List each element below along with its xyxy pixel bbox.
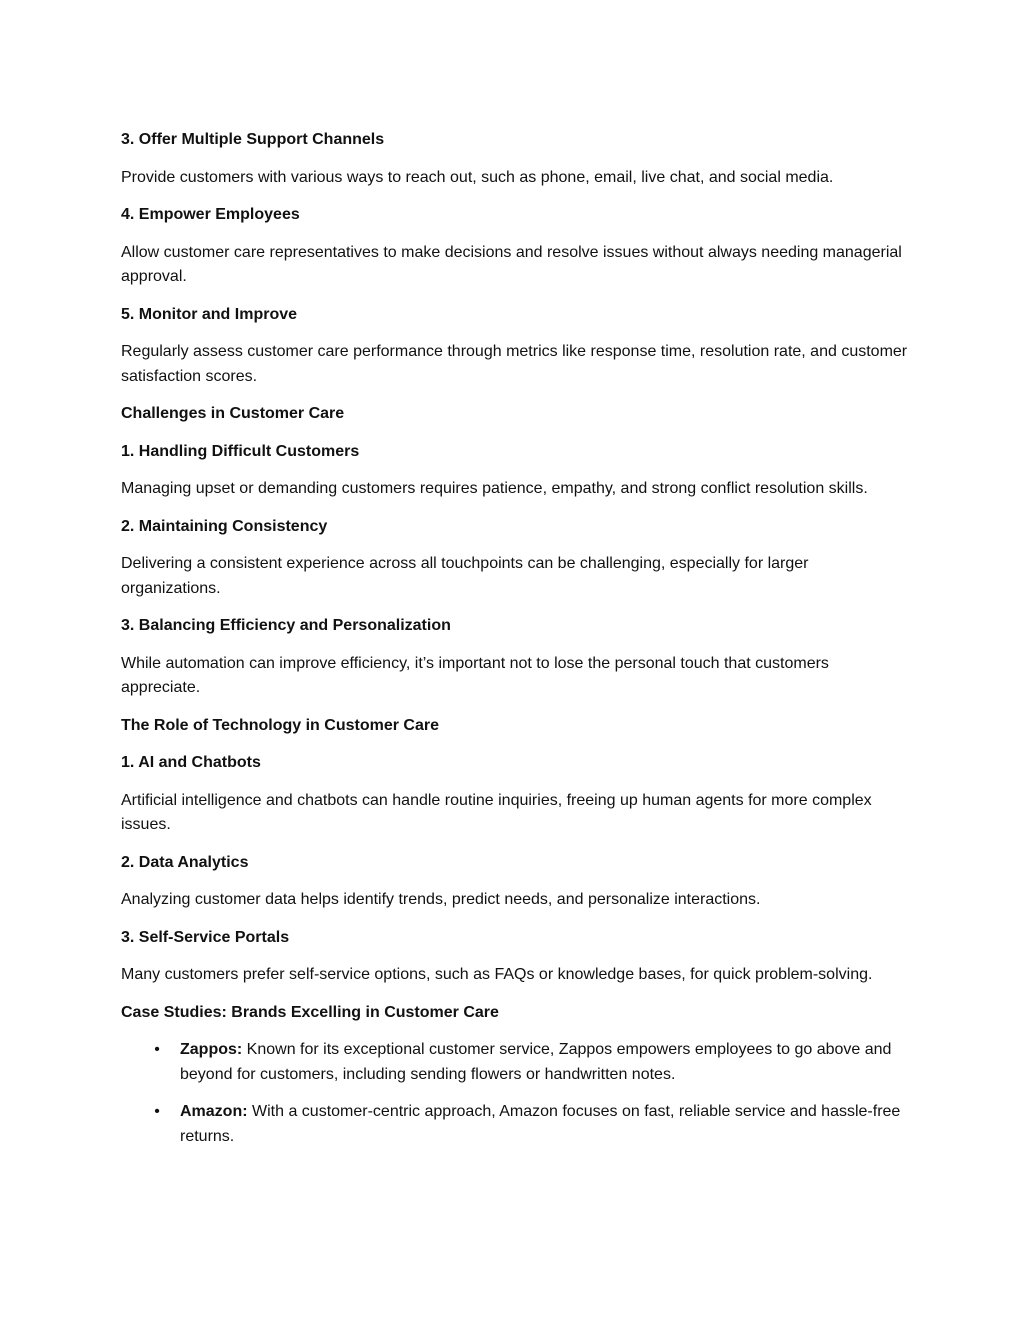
block-heading-consistency: 2. Maintaining Consistency bbox=[121, 517, 328, 535]
block-heading-ai-chatbots: 1. AI and Chatbots bbox=[121, 754, 261, 771]
block-paragraph-efficiency-personalization: While automation can improve efficiency, it’s important not to lose the personal touch that customers appreciate. bbox=[121, 654, 829, 696]
block-paragraph-empower-employees: Allow customer care representatives to make decisions and resolve issues without always needing managerial approval. bbox=[121, 243, 902, 285]
section-heading-technology: The Role of Technology in Customer Care bbox=[121, 716, 439, 734]
block-heading-self-service: 3. Self-Service Portals bbox=[121, 928, 290, 946]
bullet-text: Known for its exceptional customer service, Zappos empowers employees to go above and beyond for customers, including sending flowers or handwritten notes. bbox=[180, 1041, 892, 1083]
section-heading-challenges: Challenges in Customer Care bbox=[121, 405, 345, 422]
block-paragraph-monitor-improve: Regularly assess customer care performance through metrics like response time, resolution rate, and customer satisfaction scores. bbox=[121, 343, 908, 385]
block-heading-offer-channels: 3. Offer Multiple Support Channels bbox=[121, 131, 385, 148]
block-paragraph-self-service: Many customers prefer self-service options, such as FAQs or knowledge bases, for quick problem-solving. bbox=[121, 966, 873, 983]
block-heading-empower-employees: 4. Empower Employees bbox=[121, 206, 300, 223]
bullet-icon: • bbox=[154, 1041, 160, 1058]
block-paragraph-data-analytics: Analyzing customer data helps identify trends, predict needs, and personalize interactions. bbox=[121, 891, 761, 908]
bullet-term: Amazon: bbox=[180, 1103, 248, 1120]
block-heading-data-analytics: 2. Data Analytics bbox=[121, 853, 249, 871]
block-heading-difficult-customers: 1. Handling Difficult Customers bbox=[121, 442, 360, 460]
section-heading-case-studies: Case Studies: Brands Excelling in Customer Care bbox=[121, 1003, 499, 1021]
bullet-text: With a customer-centric approach, Amazon focuses on fast, reliable service and hassle-free returns. bbox=[180, 1103, 901, 1145]
block-heading-monitor-improve: 5. Monitor and Improve bbox=[121, 305, 298, 323]
bullet-icon: • bbox=[154, 1103, 160, 1120]
bullet-term: Zappos: bbox=[180, 1041, 243, 1058]
document-page bbox=[121, 128, 911, 1162]
list-item bbox=[121, 1038, 911, 1087]
block-paragraph-ai-chatbots: Artificial intelligence and chatbots can handle routine inquiries, freeing up human agents for more complex issues. bbox=[121, 791, 872, 833]
block-paragraph-consistency: Delivering a consistent experience across all touchpoints can be challenging, especially for larger organizations. bbox=[121, 555, 809, 597]
case-studies-list bbox=[121, 1038, 911, 1149]
list-item bbox=[121, 1100, 911, 1149]
block-paragraph-offer-channels: Provide customers with various ways to reach out, such as phone, email, live chat, and social media. bbox=[121, 168, 834, 186]
block-paragraph-difficult-customers: Managing upset or demanding customers requires patience, empathy, and strong conflict resolution skills. bbox=[121, 480, 868, 497]
block-heading-efficiency-personalization: 3. Balancing Efficiency and Personalization bbox=[121, 617, 451, 634]
